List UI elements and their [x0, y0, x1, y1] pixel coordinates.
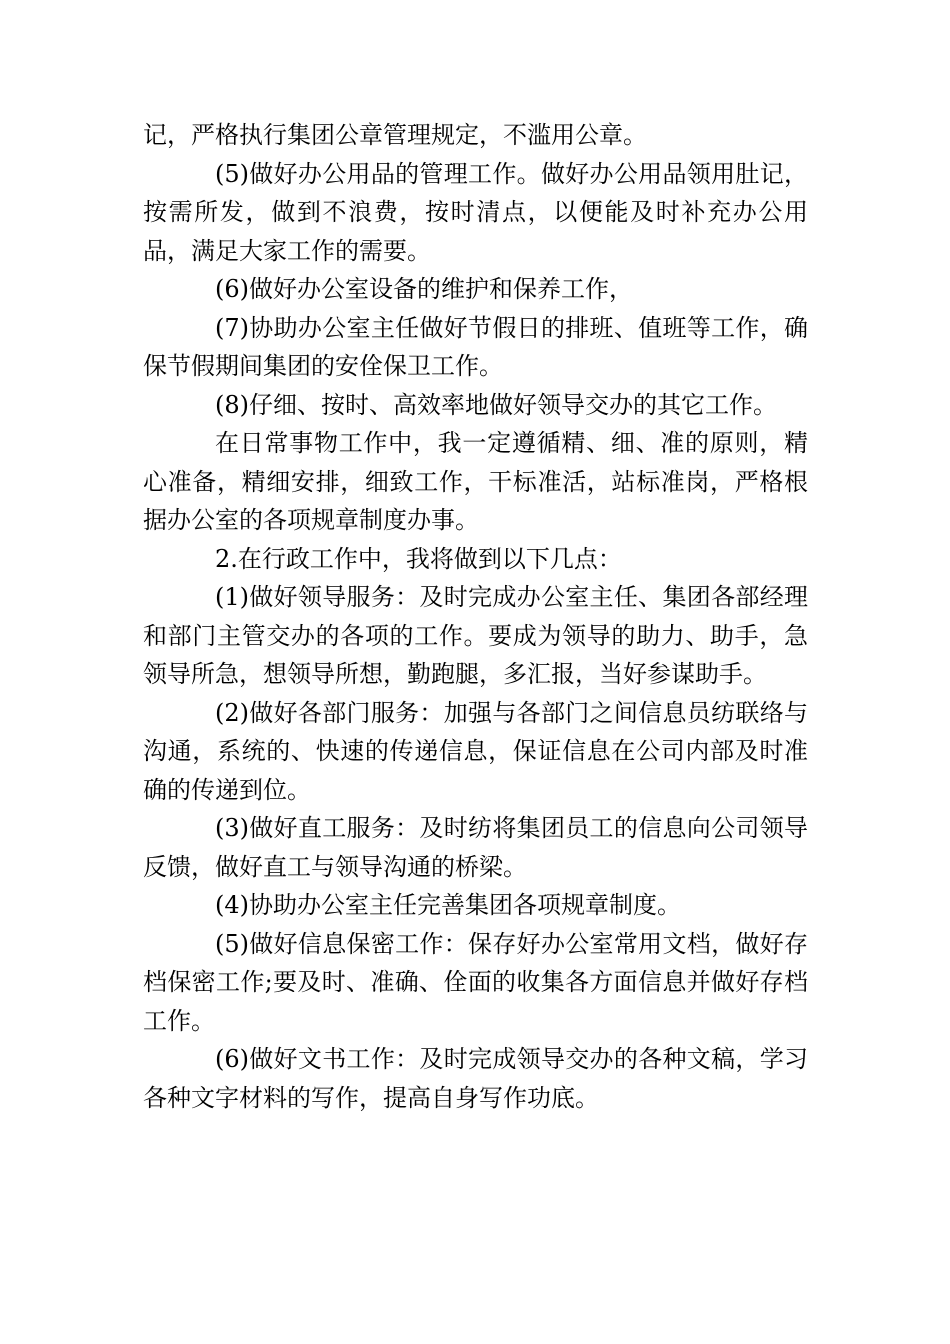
paragraph-admin-item-3-staff-service: (3)做好直工服务：及时纺将集团员工的信息向公司领导反馈，做好直工与领导沟通的桥梁。: [143, 814, 808, 881]
paragraph-admin-item-4-regulations: (4)协助办公室主任完善集团各项规章制度。: [215, 891, 681, 919]
paragraph-continuation: 记，严格执行集团公章管理规定，不滥用公章。: [143, 121, 647, 149]
paragraph-item-8-other-tasks: (8)仔细、按时、高效率地做好领导交办的其它工作。: [215, 390, 777, 419]
paragraph-item-6-equipment: (6)做好办公室设备的维护和保养工作，: [215, 275, 633, 303]
paragraph-item-5-office-supplies: (5)做好办公用品的管理工作。做好办公用品领用肚记，按需所发，做到不浪费，按时清点，以便能及时补充办公用品，满足大家工作的需要。: [143, 159, 808, 265]
paragraph-admin-item-2-department-service: (2)做好各部门服务：加强与各部门之间信息员纺联络与沟通，系统的、快速的传递信息，保证信息在公司内部及时准确的传递到位。: [143, 698, 808, 804]
document-body: [143, 116, 808, 1117]
paragraph-item-7-holiday-duty: (7)协助办公室主任做好节假日的排班、值班等工作，确保节假期间集团的安佺保卫工作。: [143, 313, 808, 380]
paragraph-admin-item-6-documents: (6)做好文书工作：及时完成领导交办的各种文稿，学习各种文字材料的写作，提高自身写作功底。: [143, 1045, 808, 1112]
paragraph-admin-item-5-confidentiality: (5)做好信息保密工作：保存好办公室常用文档，做好存档保密工作;要及时、准确、佺面的收集各方面信息并做好存档工作。: [143, 929, 808, 1035]
section-heading-administrative-work: 2.在行政工作中，我将做到以下几点：: [215, 544, 622, 573]
paragraph-daily-work-principle: 在日常事物工作中，我一定遵循精、细、准的原则，精心准备，精细安排，细致工作，干标准活，站标准岗，严格根据办公室的各项规章制度办事。: [143, 429, 808, 534]
paragraph-admin-item-1-leadership-service: (1)做好领导服务：及时完成办公室主任、集团各部经理和部门主管交办的各项的工作。要成为领导的助力、助手，急领导所急，想领导所想，勤跑腿，多汇报，当好参谋助手。: [143, 583, 808, 688]
